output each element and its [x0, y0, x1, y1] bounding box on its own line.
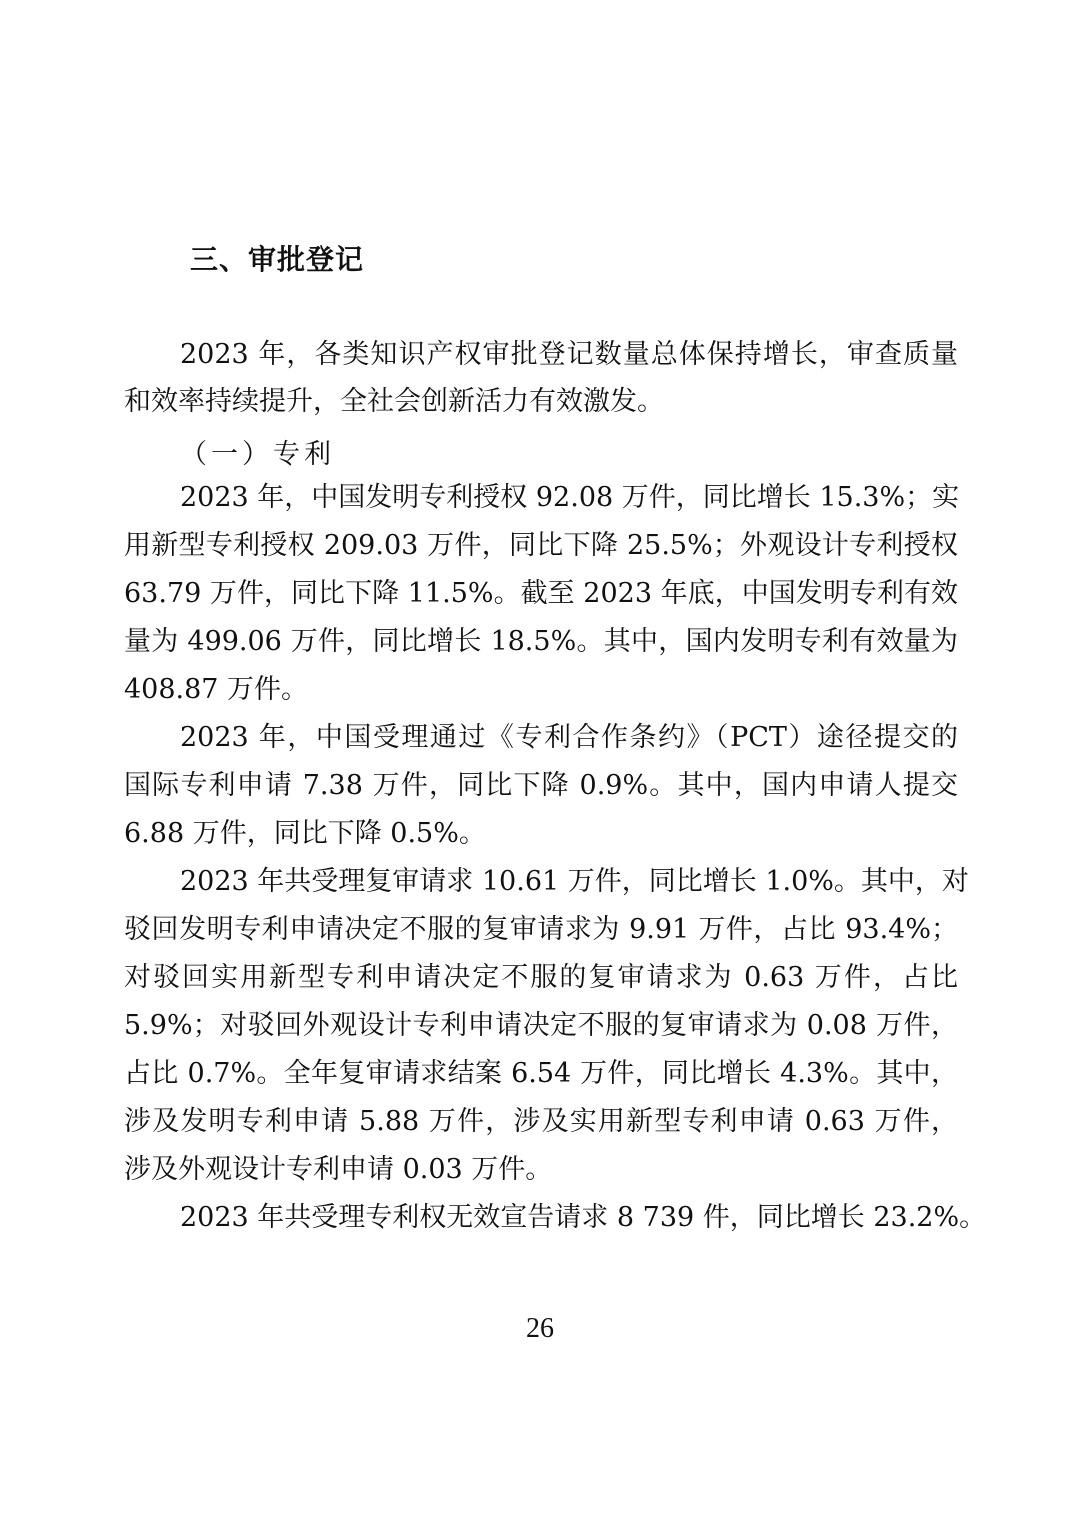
section-heading: 三、审批登记 — [190, 243, 365, 276]
subsection-heading: （一）专利 — [180, 439, 335, 470]
paragraph-3-line-7: 涉及外观设计专利申请 0.03 万件。 — [124, 1154, 553, 1185]
paragraph-3-line-2: 驳回发明专利申请决定不服的复审请求为 9.91 万件，占比 93.4%； — [124, 914, 958, 945]
paragraph-1-line-4: 量为 499.06 万件，同比增长 18.5%。其中，国内发明专利有效量为 — [124, 626, 958, 657]
page-number: 26 — [526, 1313, 554, 1344]
paragraph-3-line-1: 2023 年共受理复审请求 10.61 万件，同比增长 1.0%。其中，对 — [180, 866, 969, 897]
paragraph-3-line-4: 5.9%；对驳回外观设计专利申请决定不服的复审请求为 0.08 万件， — [124, 1010, 958, 1041]
intro-line-2: 和效率持续提升，全社会创新活力有效激发。 — [124, 386, 664, 417]
paragraph-3-line-6: 涉及发明专利申请 5.88 万件，涉及实用新型专利申请 0.63 万件， — [124, 1106, 958, 1137]
paragraph-1-line-1: 2023 年，中国发明专利授权 92.08 万件，同比增长 15.3%；实 — [180, 482, 960, 513]
paragraph-3-line-5: 占比 0.7%。全年复审请求结案 6.54 万件，同比增长 4.3%。其中， — [124, 1058, 958, 1089]
paragraph-1-line-2: 用新型专利授权 209.03 万件，同比下降 25.5%；外观设计专利授权 — [124, 530, 958, 561]
paragraph-4-line-1: 2023 年共受理专利权无效宣告请求 8 739 件，同比增长 23.2%。 — [180, 1202, 987, 1233]
paragraph-1-line-3: 63.79 万件，同比下降 11.5%。截至 2023 年底，中国发明专利有效 — [124, 578, 958, 609]
paragraph-2-line-3: 6.88 万件，同比下降 0.5%。 — [124, 818, 486, 849]
intro-line-1: 2023 年，各类知识产权审批登记数量总体保持增长，审查质量 — [180, 339, 958, 370]
paragraph-1-line-5: 408.87 万件。 — [124, 674, 309, 705]
paragraph-3-line-3: 对驳回实用新型专利申请决定不服的复审请求为 0.63 万件，占比 — [124, 962, 958, 993]
paragraph-2-line-2: 国际专利申请 7.38 万件，同比下降 0.9%。其中，国内申请人提交 — [124, 770, 958, 801]
paragraph-2-line-1: 2023 年，中国受理通过《专利合作条约》（PCT）途径提交的 — [180, 722, 958, 753]
